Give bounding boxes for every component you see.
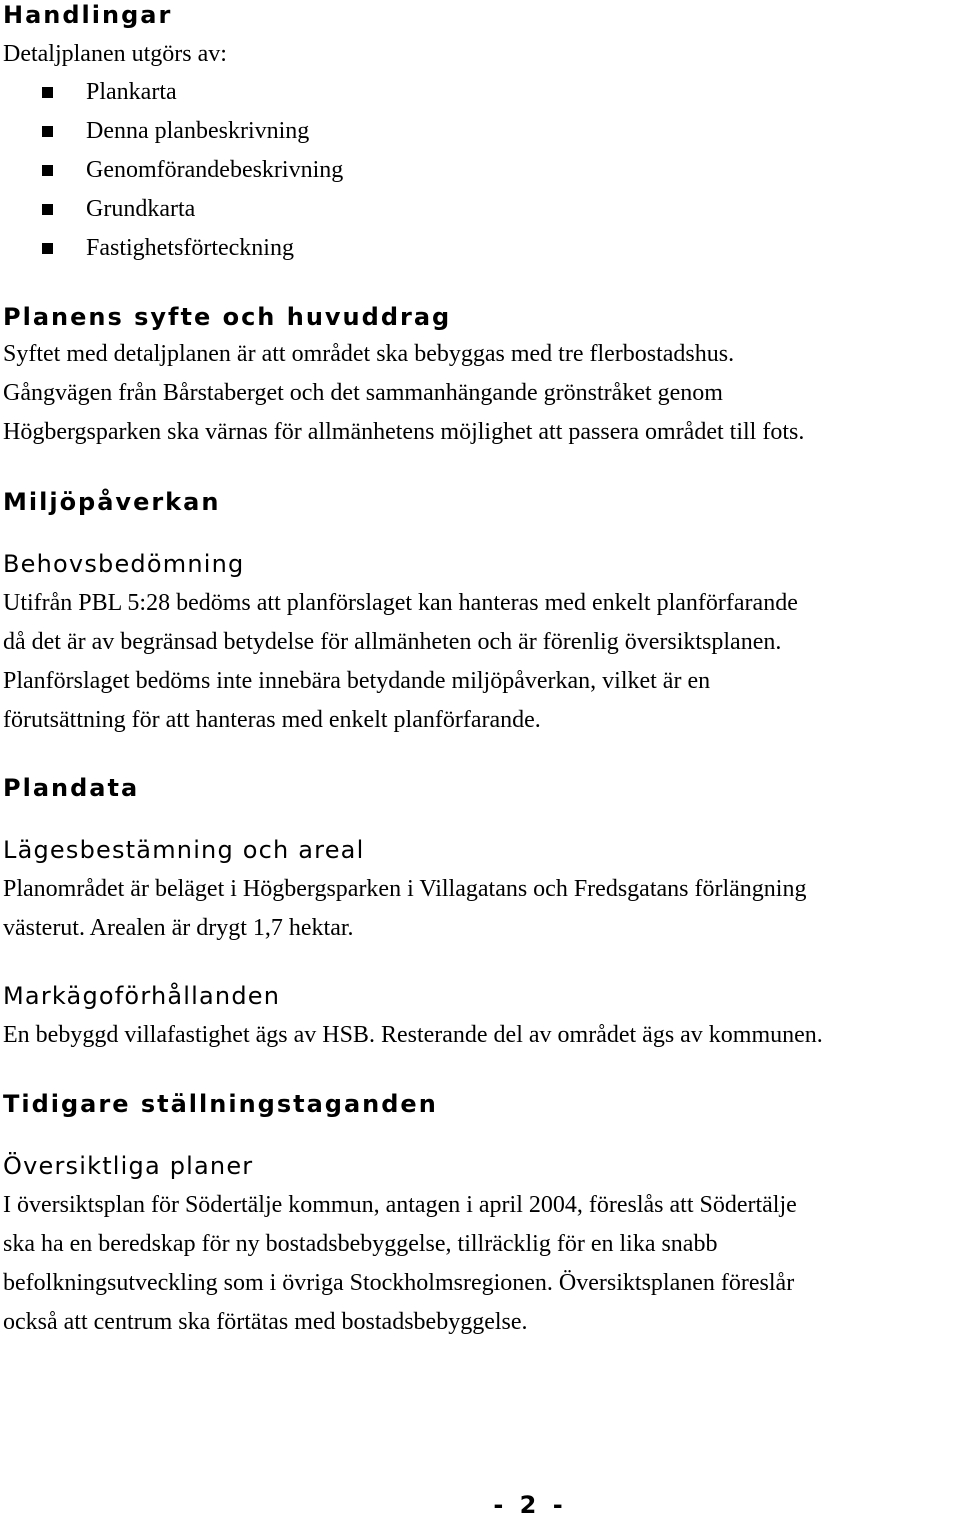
heading-handlingar: Handlingar	[3, 1, 173, 29]
heading-syfte: Planens syfte och huvuddrag	[3, 303, 452, 331]
heading-plandata: Plandata	[3, 774, 140, 802]
subheading-markagoforhallanden: Markägoförhållanden	[3, 982, 281, 1010]
miljo-paragraph: Utifrån PBL 5:28 bedöms att planförslaget kan hanteras med enkelt planförfarande då det är av begränsad betydelse för allmänheten och är förenlig översiktsplanen. Planförslaget bedöms inte innebära betydande miljöpåverkan, vilket är en förutsättning för att hanteras med enkelt planförfarande.	[3, 590, 798, 733]
square-bullet-icon	[42, 165, 53, 176]
square-bullet-icon	[42, 126, 53, 137]
handlingar-intro: Detaljplanen utgörs av:	[3, 41, 227, 67]
lage-paragraph: Planområdet är beläget i Högbergsparken i Villagatans och Fredsgatans förlängning västerut. Arealen är drygt 1,7 hektar.	[3, 876, 807, 941]
heading-miljo: Miljöpåverkan	[3, 488, 221, 516]
square-bullet-icon	[42, 87, 53, 98]
mark-paragraph: En bebyggd villafastighet ägs av HSB. Resterande del av området ägs av kommunen.	[3, 1022, 823, 1048]
subheading-oversiktliga-planer: Översiktliga planer	[3, 1152, 254, 1180]
square-bullet-icon	[42, 204, 53, 215]
syfte-paragraph: Syftet med detaljplanen är att området ska bebyggas med tre flerbostadshus. Gångvägen från Bårstaberget och det sammanhängande grönstråket genom Högbergsparken ska värnas för allmänhetens möjlighet att passera området till fots.	[3, 341, 805, 445]
page-number: - 2 -	[493, 1491, 567, 1519]
subheading-lagesbestamning: Lägesbestämning och areal	[3, 836, 365, 864]
tidigare-paragraph: I översiktsplan för Södertälje kommun, antagen i april 2004, föreslås att Södertälje ska ha en beredskap för ny bostadsbebyggelse, tillräcklig för en lika snabb befolkningsutveckling som i övriga Stockholmsregionen. Översiktsplanen föreslår också att centrum ska förtätas med bostadsbebyggelse.	[3, 1192, 797, 1335]
document-page: Handlingar Detaljplanen utgörs av: Plankarta Denna planbeskrivning Genomförandebeskrivning Grundkarta Fastighetsförteckning Planens syfte och huvuddrag Syftet med detaljplanen är att området ska bebyggas med tre flerbostadshus. Gångvägen från Bårstaberget och det sammanhängande grönstråket genom Högbergsparken ska värnas för allmänhetens möjlighet att passera området till fots. Miljöpåverkan Behovsbedömning Utifrån PBL 5:28 bedöms att planförslaget kan hanteras med enkelt planförfarande då det är av begränsad betydelse för allmänheten och är förenlig översiktsplanen. Planförslaget bedöms inte innebära betydande miljöpåverkan, vilket är en förutsättning för att hanteras med enkelt planförfarande. Plandata Lägesbestämning och areal Planområdet är beläget i Högbergsparken i Villagatans och Fredsgatans förlängning västerut. Arealen är drygt 1,7 hektar. Markägoförhållanden En bebyggd villafastighet ägs av HSB. Resterande del av området ägs av kommunen. Tidigare ställningstaganden Översiktliga planer I översiktsplan för Södertälje kommun, antagen i april 2004, föreslås att Södertälje ska ha en beredskap för ny bostadsbebyggelse, tillräcklig för en lika snabb befolkningsutveckling som i övriga Stockholmsregionen. Översiktsplanen föreslår också att centrum ska förtätas med bostadsbebyggelse. - 2 -	[0, 0, 960, 1521]
heading-tidigare: Tidigare ställningstaganden	[3, 1090, 438, 1118]
subheading-behovsbedomning: Behovsbedömning	[3, 550, 245, 578]
square-bullet-icon	[42, 243, 53, 254]
